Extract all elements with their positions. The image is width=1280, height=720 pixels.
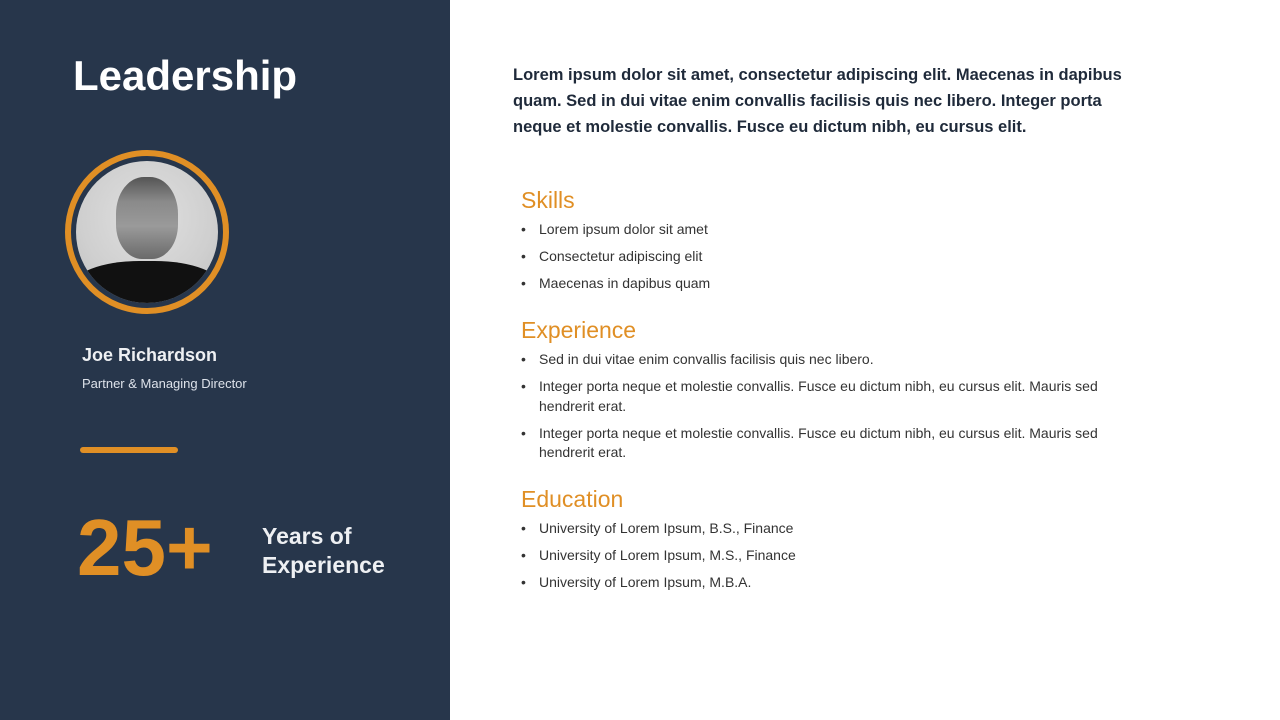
section-heading: Experience bbox=[521, 317, 637, 343]
section-heading: Skills bbox=[521, 187, 575, 213]
accent-divider bbox=[80, 447, 178, 453]
list-item: • Integer porta neque et molestie convallis. Fusce eu dictum nibh, eu cursus elit. Mauris sed hendrerit erat. bbox=[521, 377, 1141, 416]
skills-section bbox=[521, 187, 1141, 301]
list-item: • Sed in dui vitae enim convallis facilisis quis nec libero. bbox=[521, 350, 1141, 370]
profile-photo bbox=[76, 161, 218, 303]
avatar bbox=[65, 150, 229, 314]
page-title: Leadership bbox=[73, 52, 298, 99]
stat-label-line1: Years of bbox=[262, 523, 352, 549]
education-section bbox=[521, 486, 1141, 600]
profile-name: Joe Richardson bbox=[82, 345, 218, 365]
stat-label bbox=[262, 522, 385, 580]
section-heading: Education bbox=[521, 486, 624, 512]
experience-section bbox=[521, 317, 1141, 470]
stat-label-line2: Experience bbox=[262, 552, 385, 578]
list-item: • University of Lorem Ipsum, M.B.A. bbox=[521, 573, 1141, 593]
list-item: • University of Lorem Ipsum, M.S., Finance bbox=[521, 546, 1141, 566]
stat-value: 25+ bbox=[77, 503, 213, 592]
list-item: • Lorem ipsum dolor sit amet bbox=[521, 220, 1141, 240]
profile-role: Partner & Managing Director bbox=[82, 376, 247, 391]
list-item: • Integer porta neque et molestie convallis. Fusce eu dictum nibh, eu cursus elit. Mauris sed hendrerit erat. bbox=[521, 424, 1141, 463]
intro-text: Lorem ipsum dolor sit amet, consectetur adipiscing elit. Maecenas in dapibus quam. Sed in dui vitae enim convallis facilisis quis nec libero. Integer porta neque et molestie convallis. Fusce eu dictum nibh, eu cursus elit. bbox=[513, 66, 1122, 136]
list-item: • University of Lorem Ipsum, B.S., Finance bbox=[521, 519, 1141, 539]
left-panel bbox=[0, 0, 450, 720]
list-item: • Maecenas in dapibus quam bbox=[521, 274, 1141, 294]
list-item: • Consectetur adipiscing elit bbox=[521, 247, 1141, 267]
